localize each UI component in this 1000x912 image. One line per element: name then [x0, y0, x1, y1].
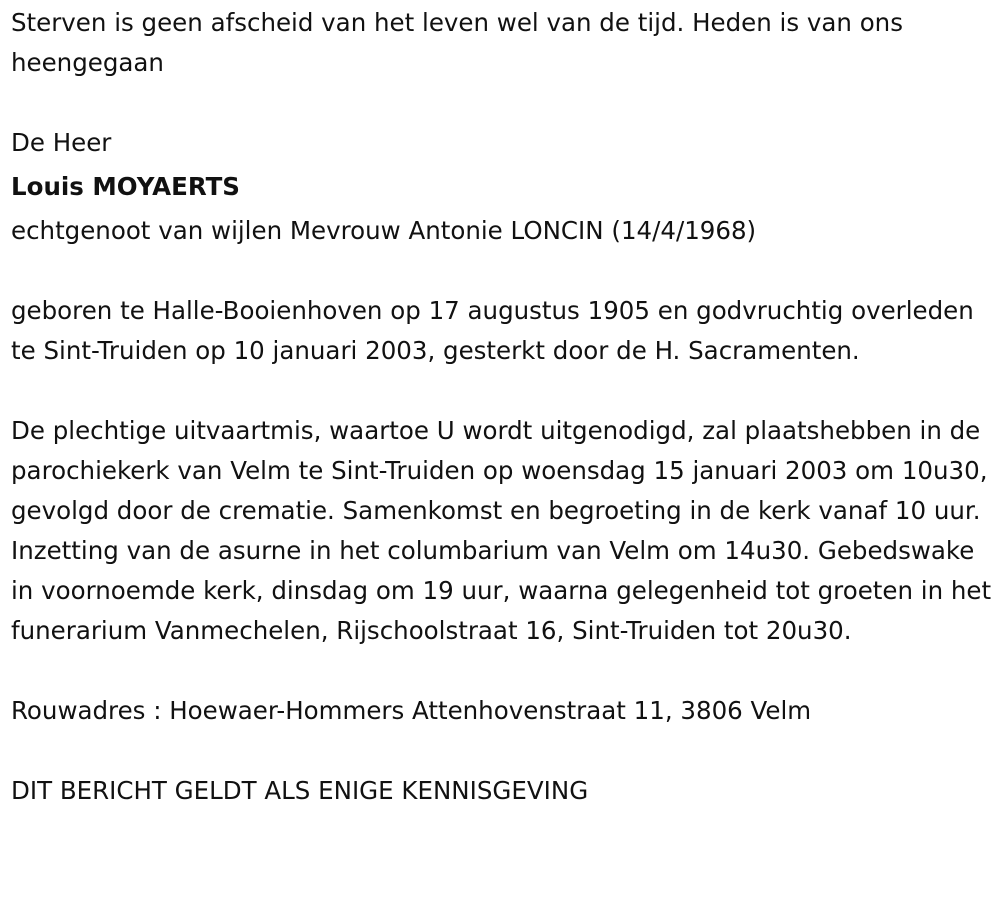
spouse-line: echtgenoot van wijlen Mevrouw Antonie LONCIN (14/4/1968) [11, 216, 757, 245]
obituary-notice [11, 3, 996, 811]
mourning-address: Rouwadres : Hoewaer-Hommers Attenhovenstraat 11, 3806 Velm [11, 696, 812, 725]
birth-death-paragraph: geboren te Halle-Booienhoven op 17 augustus 1905 en godvruchtig overleden te Sint-Truiden op 10 januari 2003, gesterkt door de H. Sacramenten. [11, 296, 974, 365]
deceased-name: Louis MOYAERTS [11, 172, 240, 201]
honorific: De Heer [11, 128, 112, 157]
intro-text: Sterven is geen afscheid van het leven wel van de tijd. Heden is van ons heengegaan [11, 8, 903, 77]
closing-notice: DIT BERICHT GELDT ALS ENIGE KENNISGEVING [11, 776, 589, 805]
funeral-paragraph: De plechtige uitvaartmis, waartoe U wordt uitgenodigd, zal plaatshebben in de parochiekerk van Velm te Sint-Truiden op woensdag 15 januari 2003 om 10u30, gevolgd door de crematie. Samenkomst en begroeting in de kerk vanaf 10 uur. Inzetting van de asurne in het columbarium van Velm om 14u30. Gebedswake in voornoemde kerk, dinsdag om 19 uur, waarna gelegenheid tot groeten in het funerarium Vanmechelen, Rijschoolstraat 16, Sint-Truiden tot 20u30. [11, 416, 992, 645]
